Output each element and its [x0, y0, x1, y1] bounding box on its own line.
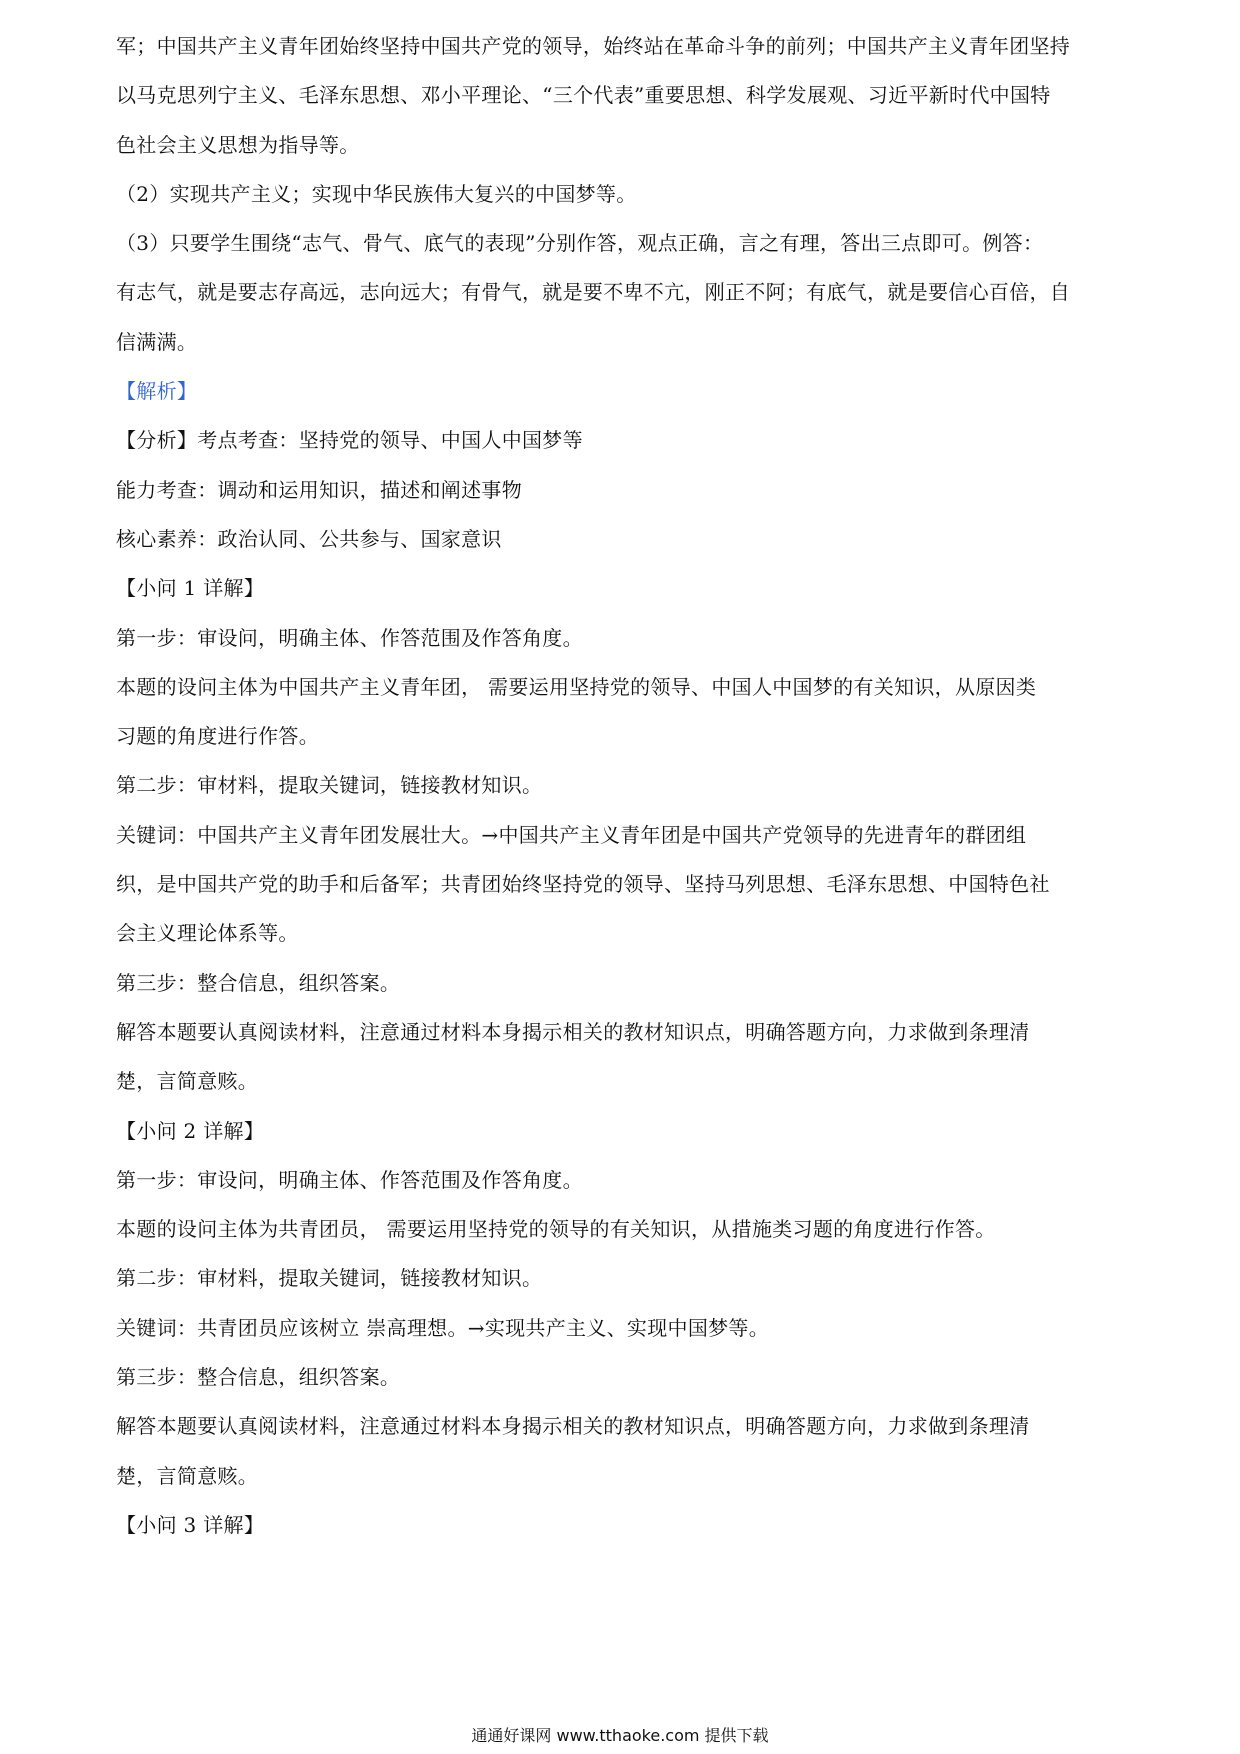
text-line: 解答本题要认真阅读材料，注意通过材料本身揭示相关的教材知识点，明确答题方向，力求做到条理清 — [116, 1019, 1030, 1044]
text-line: 核心素养：政治认同、公共参与、国家意识 — [116, 526, 502, 551]
text-line: 关键词：中国共产主义青年团发展壮大。→中国共产主义青年团是中国共产党领导的先进青年的群团组 — [116, 822, 1027, 847]
text-line: 习题的角度进行作答。 — [116, 724, 319, 749]
text-line: 【小问 1 详解】 — [116, 576, 265, 601]
text-line: （2）实现共产主义；实现中华民族伟大复兴的中国梦等。 — [116, 181, 637, 206]
text-line: 织，是中国共产党的助手和后备军；共青团始终坚持党的领导、坚持马列思想、毛泽东思想、中国特色社 — [116, 872, 1050, 897]
text-line: （3）只要学生围绕“志气、骨气、底气的表现”分别作答，观点正确，言之有理，答出三点即可。例答： — [116, 231, 1044, 256]
text-line: 第二步：审材料，提取关键词，链接教材知识。 — [116, 1266, 543, 1291]
text-line: 以马克思列宁主义、毛泽东思想、邓小平理论、“三个代表”重要思想、科学发展观、习近平新时代中国特 — [116, 83, 1051, 108]
section-heading: 【解析】 — [116, 379, 198, 404]
text-line: 解答本题要认真阅读材料，注意通过材料本身揭示相关的教材知识点，明确答题方向，力求做到条理清 — [116, 1414, 1030, 1439]
text-line: 军；中国共产主义青年团始终坚持中国共产党的领导，始终站在革命斗争的前列；中国共产主义青年团坚持 — [116, 34, 1071, 58]
text-line: 本题的设问主体为中国共产主义青年团， 需要运用坚持党的领导、中国人中国梦的有关知识，从原因类 — [116, 674, 1037, 699]
page-footer: 通通好课网 www.tthaoke.com 提供下载 — [471, 1726, 769, 1745]
text-line: 本题的设问主体为共青团员， 需要运用坚持党的领导的有关知识，从措施类习题的角度进行作答。 — [116, 1217, 996, 1242]
text-line: 关键词：共青团员应该树立 崇高理想。→实现共产主义、实现中国梦等。 — [116, 1315, 770, 1340]
text-line: 【分析】考点考查：坚持党的领导、中国人中国梦等 — [116, 428, 583, 453]
text-line: 【小问 3 详解】 — [116, 1512, 265, 1537]
text-line: 有志气，就是要志存高远，志向远大；有骨气，就是要不卑不亢，刚正不阿；有底气，就是要信心百倍，自 — [116, 280, 1071, 305]
text-line: 色社会主义思想为指导等。 — [116, 132, 360, 157]
text-line: 楚，言简意赅。 — [116, 1069, 259, 1094]
text-line: 第二步：审材料，提取关键词，链接教材知识。 — [116, 773, 543, 798]
text-line: 第三步：整合信息，组织答案。 — [116, 970, 401, 995]
text-line: 第一步：审设问，明确主体、作答范围及作答角度。 — [116, 625, 583, 650]
document-body — [116, 22, 1136, 1550]
text-line: 楚，言简意赅。 — [116, 1463, 259, 1488]
text-line: 【小问 2 详解】 — [116, 1118, 265, 1143]
text-line: 第三步：整合信息，组织答案。 — [116, 1365, 401, 1390]
text-line: 能力考查：调动和运用知识，描述和阐述事物 — [116, 477, 522, 502]
text-line: 信满满。 — [116, 329, 198, 354]
text-line: 第一步：审设问，明确主体、作答范围及作答角度。 — [116, 1167, 583, 1192]
text-line: 会主义理论体系等。 — [116, 921, 299, 946]
